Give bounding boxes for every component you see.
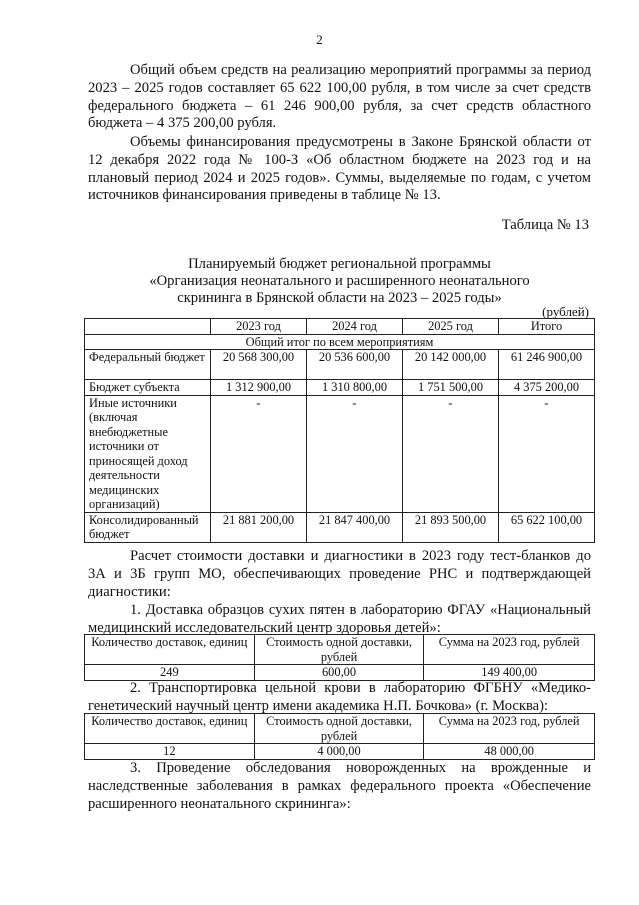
header-quantity: Количество доставок, единиц <box>85 714 255 744</box>
cell-2025: - <box>403 395 499 512</box>
cell-sum: 48 000,00 <box>424 744 595 760</box>
table-row <box>85 744 595 760</box>
cell-total: 65 622 100,00 <box>499 512 595 542</box>
header-quantity: Количество доставок, единиц <box>85 635 255 665</box>
paragraph-item-3: 3. Проведение обследования новорожденных на врожденные и наследственные заболевания в рамках федерального проекта «Обеспечение расширенного неонатального скрининга»: <box>88 760 591 812</box>
header-unit-cost: Стоимость одной доставки, рублей <box>254 714 424 744</box>
row-label: Консолидированный бюджет <box>85 512 211 542</box>
cell-sum: 149 400,00 <box>424 665 595 681</box>
cell-quantity: 249 <box>85 665 255 681</box>
paragraph-item-2: 2. Транспортировка цельной крови в лабораторию ФГБНУ «Медико-генетический научный центр имени академика Н.П. Бочкова» (г. Москва): <box>88 680 591 714</box>
table-header-row <box>85 319 595 335</box>
cell-2024: 21 847 400,00 <box>307 512 403 542</box>
cell-2025: 20 142 000,00 <box>403 350 499 380</box>
cell-2023: 20 568 300,00 <box>211 350 307 380</box>
cell-2025: 1 751 500,00 <box>403 380 499 396</box>
table-label: Таблица № 13 <box>501 217 589 233</box>
header-unit-cost: Стоимость одной доставки, рублей <box>254 635 424 665</box>
table-row <box>85 512 595 542</box>
cell-unit-cost: 4 000,00 <box>254 744 424 760</box>
cell-2024: 1 310 800,00 <box>307 380 403 396</box>
cell-2024: 20 536 600,00 <box>307 350 403 380</box>
header-cell-2023: 2023 год <box>211 319 307 335</box>
table-title-line-1: Планируемый бюджет региональной программы <box>188 256 491 272</box>
delivery-table-1 <box>84 634 595 681</box>
paragraph-item-1: 1. Доставка образцов сухих пятен в лабораторию ФГАУ «Национальный медицинский исследовательский центр здоровья детей»: <box>88 602 591 636</box>
cell-total: 61 246 900,00 <box>499 350 595 380</box>
table-title-line-2: «Организация неонатального и расширенного неонатального <box>149 273 530 289</box>
cell-2024: - <box>307 395 403 512</box>
table-unit: (рублей) <box>542 304 589 319</box>
table-section-row <box>85 334 595 350</box>
cell-2023: 1 312 900,00 <box>211 380 307 396</box>
cell-2023: 21 881 200,00 <box>211 512 307 542</box>
table-header-row <box>85 714 595 744</box>
header-sum: Сумма на 2023 год, рублей <box>424 635 595 665</box>
row-label: Федеральный бюджет <box>85 350 211 380</box>
table-row <box>85 665 595 681</box>
paragraph-funding-law: Объемы финансирования предусмотрены в Законе Брянской области от 12 декабря 2022 года № 100-З «Об областном бюджете на 2023 год и на плановый период 2024 и 2025 годов». Суммы, выделяемые по годам, с учетом источников финансирования приведены в таблице № 13. <box>88 134 591 204</box>
cell-2025: 21 893 500,00 <box>403 512 499 542</box>
cell-2023: - <box>211 395 307 512</box>
paragraph-calc-intro: Расчет стоимости доставки и диагностики в 2023 году тест-бланков до 3А и 3Б групп МО, обеспечивающих проведение РНС и подтверждающей диагностики: <box>88 548 591 600</box>
header-cell-2024: 2024 год <box>307 319 403 335</box>
header-cell-empty <box>85 319 211 335</box>
table-header-row <box>85 635 595 665</box>
header-sum: Сумма на 2023 год, рублей <box>424 714 595 744</box>
table-title-line-3: скрининга в Брянской области на 2023 – 2025 годы» <box>177 290 502 306</box>
header-cell-2025: 2025 год <box>403 319 499 335</box>
table-row <box>85 380 595 396</box>
delivery-table-2 <box>84 713 595 760</box>
header-cell-total: Итого <box>499 319 595 335</box>
row-label: Бюджет субъекта <box>85 380 211 396</box>
cell-total: 4 375 200,00 <box>499 380 595 396</box>
cell-total: - <box>499 395 595 512</box>
budget-table <box>84 318 595 543</box>
section-title: Общий итог по всем мероприятиям <box>85 334 595 350</box>
table-row <box>85 395 595 512</box>
table-row <box>85 350 595 380</box>
paragraph-total-funding: Общий объем средств на реализацию мероприятий программы за период 2023 – 2025 годов составляет 65 622 100,00 рубля, в том числе за счет средств федерального бюджета – 61 246 900,00 рубля, за счет средств областного бюджета – 4 375 200,00 рубля. <box>88 62 591 132</box>
cell-quantity: 12 <box>85 744 255 760</box>
page-number: 2 <box>316 32 323 47</box>
cell-unit-cost: 600,00 <box>254 665 424 681</box>
row-label: Иные источники (включая внебюджетные источники от приносящей доход деятельности медицинских организаций) <box>85 395 211 512</box>
